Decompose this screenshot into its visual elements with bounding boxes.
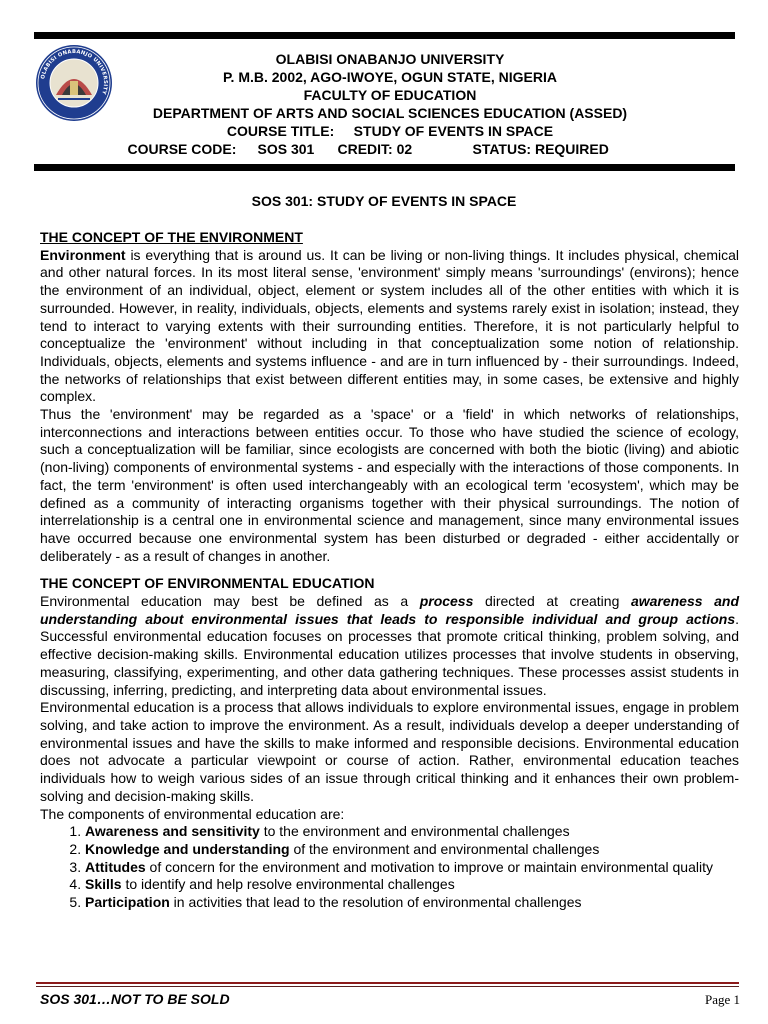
components-intro: The components of environmental education are: — [40, 805, 345, 822]
term-process: process — [419, 593, 474, 610]
term-awareness-understanding: awareness and understanding about environmental issues that leads to responsible individual and group actions — [40, 593, 739, 627]
section-heading-environment: THE CONCEPT OF THE ENVIRONMENT — [40, 229, 303, 245]
department-name: DEPARTMENT OF ARTS AND SOCIAL SCIENCES EDUCATION (ASSED) — [152, 105, 628, 121]
course-credit: CREDIT: 02 — [337, 141, 413, 157]
course-code: SOS 301 — [257, 141, 315, 157]
footer-note: SOS 301…NOT TO BE SOLD — [40, 991, 230, 1007]
document-title: SOS 301: STUDY OF EVENTS IN SPACE — [251, 193, 517, 209]
footer-rule-red — [36, 982, 739, 984]
paragraph-ee-definition: Environmental education may best be defined as a process directed at creating awareness and understanding about environmental issues that leads to responsible individual and group actions. Successful environmental education focuses on processes that promote critical thinking, problem solving, and effective decision-making skills. Environmental education utilizes processes that involve students in observing, measuring, classifying, experimenting, and other data gathering techniques. These processes assist students in discussing, inferring, predicting, and interpreting data about environmental issues. — [40, 593, 739, 698]
document-body — [40, 229, 739, 912]
document-header — [100, 50, 680, 158]
course-title: COURSE TITLE: STUDY OF EVENTS IN SPACE — [226, 123, 554, 139]
course-status: STATUS: REQUIRED — [472, 141, 609, 157]
paragraph-environment-definition: Environment is everything that is around us. It can be living or non-living things. It includes physical, chemical and other natural forces. In its most literal sense, 'environment' simply means 'surroundings' (environs); hence the environment of an individual, object, element or system includes all of the other entities with which it is surrounded. However, in reality, individuals, objects, elements and systems rarely exist in isolation; instead, they tend to interact to varying extents with their surrounding entities. Therefore, it is not particularly helpful to conceptualize the 'environment' without including in that conceptualization some notion of relationship. Individuals, objects, elements and systems influence - and are in turn influenced by - their surroundings. Indeed, the networks of relationships that exist between different entities may, in some cases, be extensive and highly complex. — [40, 246, 739, 405]
term-environment: Environment — [40, 246, 126, 263]
paragraph-environment-field: Thus the 'environment' may be regarded as a 'space' or a 'field' in which networks of relationships, interconnections and interactions between entities occur. To those who have studied the science of ecology, such a conceptualization will be familiar, since ecologists are concerned with both the biotic (living) and abiotic (non-living) components of environmental systems - and especially with the interactions of those components. In fact, the term 'environment' is often used interchangeably with an ecological term 'ecosystem', which may be defined as a community of interacting organisms together with their physical surroundings. The notion of interrelationship is a central one in environmental science and management, since many environmental issues have occurred because one environmental system has been disturbed or degraded - either accidentally or deliberately - as a result of changes in another. — [40, 406, 739, 564]
logo-ring-text: OLABISI ONABANJO UNIVERSITY — [40, 48, 109, 96]
university-name: OLABISI ONABANJO UNIVERSITY — [275, 51, 505, 67]
list-item: 3. Attitudes of concern for the environment and motivation to improve or maintain environmental quality — [85, 859, 739, 877]
list-item: 1. Awareness and sensitivity to the environment and environmental challenges — [85, 823, 739, 841]
page-number: Page 1 — [704, 992, 740, 1007]
paragraph-ee-process: Environmental education is a process that allows individuals to explore environmental issues, engage in problem solving, and take action to improve the environment. As a result, individuals develop a deeper understanding of environmental issues and have the skills to make informed and responsible decisions. Environmental education does not advocate a particular viewpoint or course of action. Rather, environmental education teaches individuals how to weigh various sides of an issue through critical thinking and it enhances their own problem-solving and decision-making skills. — [40, 699, 739, 804]
university-address: P. M.B. 2002, AGO-IWOYE, OGUN STATE, NIGERIA — [223, 69, 557, 85]
footer-rule-dark — [36, 986, 739, 987]
list-item: 2. Knowledge and understanding of the environment and environmental challenges — [85, 841, 739, 859]
list-item: 4. Skills to identify and help resolve environmental challenges — [85, 876, 739, 894]
faculty-name: FACULTY OF EDUCATION — [303, 87, 477, 103]
header-top-rule — [34, 32, 735, 39]
components-list — [40, 823, 739, 912]
list-item: 5. Participation in activities that lead to the resolution of environmental challenges — [85, 894, 739, 912]
section-heading-environmental-education: THE CONCEPT OF ENVIRONMENTAL EDUCATION — [40, 575, 375, 592]
course-info-row — [100, 140, 680, 158]
course-code-label: COURSE CODE: — [127, 141, 237, 157]
header-bottom-rule — [34, 164, 735, 171]
